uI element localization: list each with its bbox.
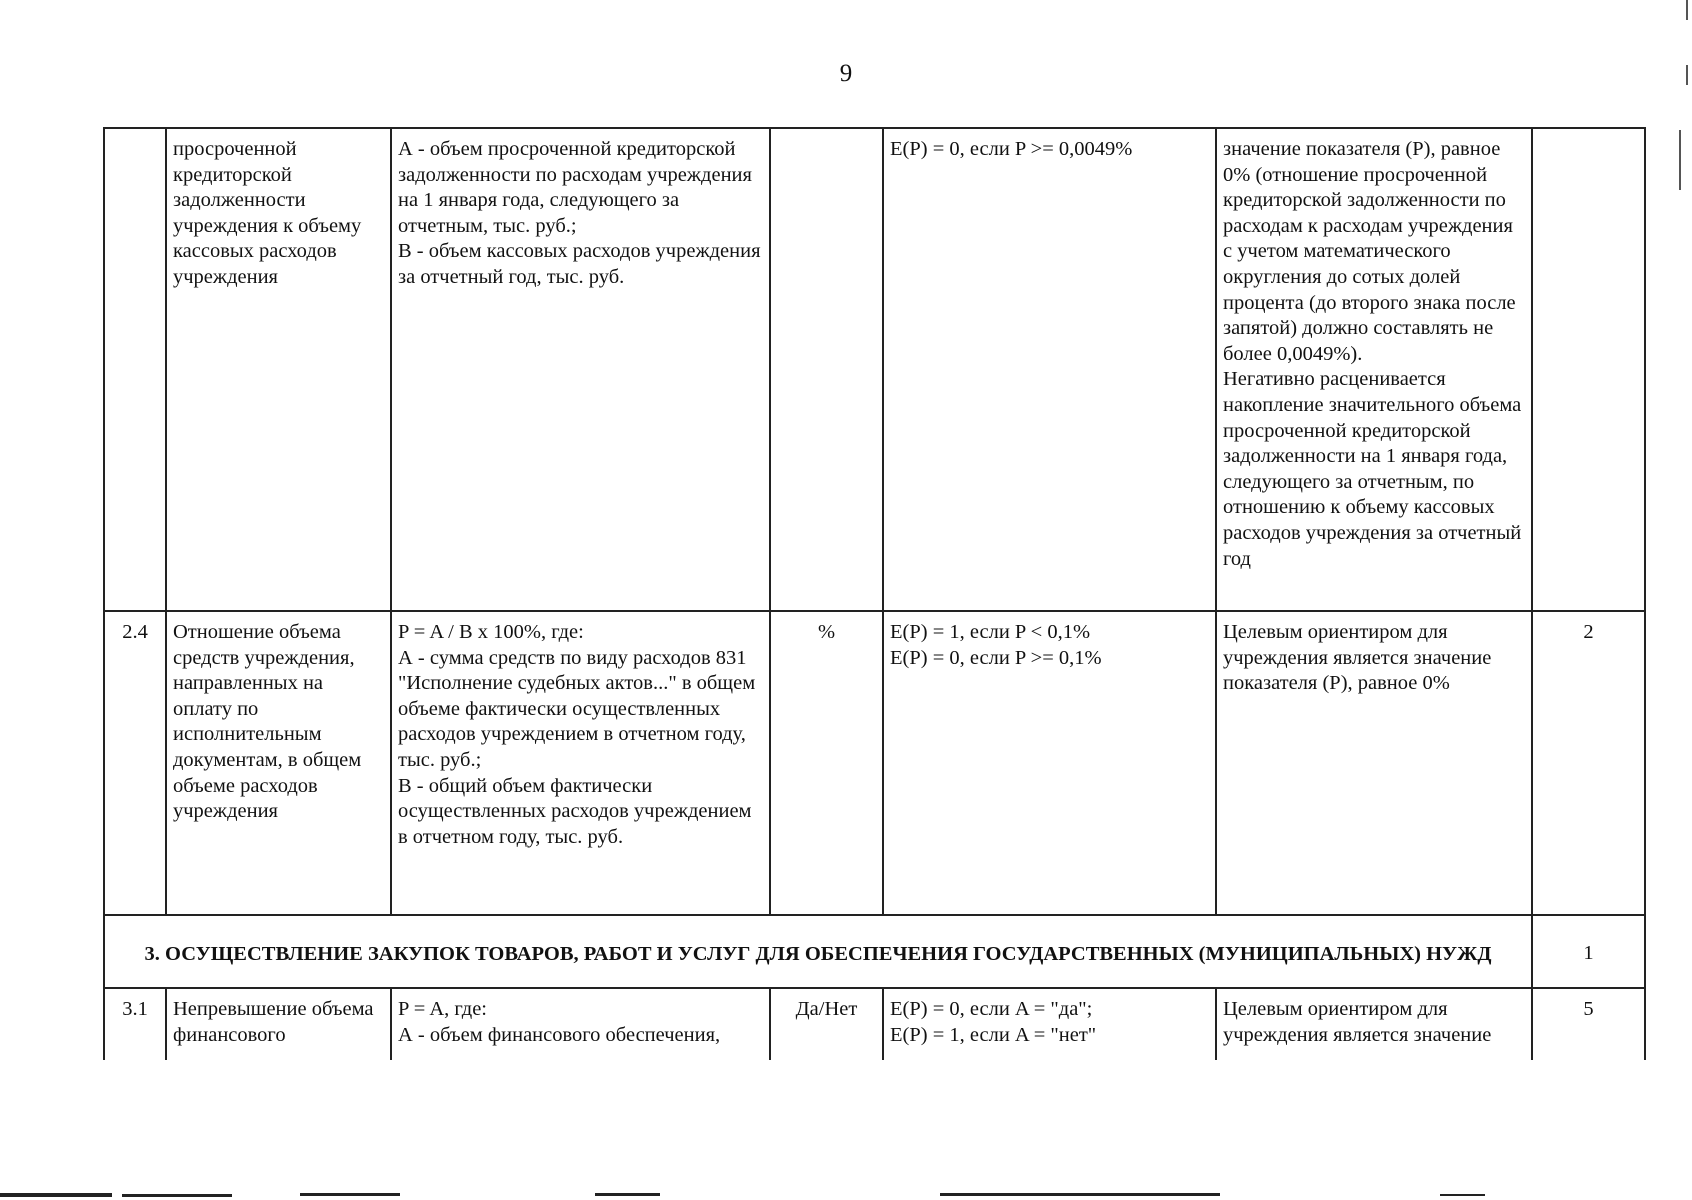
indicator-comment: Целевым ориентиром для учреждения является значение [1216, 988, 1532, 1060]
scan-artifact-line [0, 1193, 112, 1197]
indicator-score: E(P) = 1, если P < 0,1% E(P) = 0, если P >= 0,1% [883, 611, 1216, 915]
table-row [104, 988, 1645, 1060]
section-title: 3. ОСУЩЕСТВЛЕНИЕ ЗАКУПОК ТОВАРОВ, РАБОТ И УСЛУГ ДЛЯ ОБЕСПЕЧЕНИЯ ГОСУДАРСТВЕННЫХ (МУНИЦИПАЛЬНЫХ) НУЖД [104, 915, 1532, 988]
indicator-unit [770, 128, 883, 611]
indicators-table [103, 127, 1646, 1060]
indicator-name: Отношение объема средств учреждения, направленных на оплату по исполнительным документам, в общем объеме расходов учреждения [166, 611, 391, 915]
indicator-formula: P = A / B x 100%, где: А - сумма средств по виду расходов 831 "Исполнение судебных актов..." в общем объеме фактически осуществленных расходов учреждением в отчетном году, тыс. руб.; В - общий объем фактически осуществленных расходов учреждением в отчетном году, тыс. руб. [391, 611, 770, 915]
row-number: 2.4 [104, 611, 166, 915]
indicator-weight: 2 [1532, 611, 1645, 915]
section-weight: 1 [1532, 915, 1645, 988]
scan-artifact-edge [1679, 130, 1681, 190]
scan-artifact-edge [1686, 0, 1688, 20]
scan-artifact-line [1440, 1194, 1485, 1196]
indicator-weight [1532, 128, 1645, 611]
scan-artifact-edge [1686, 65, 1688, 85]
indicator-unit: % [770, 611, 883, 915]
indicator-name: просроченной кредиторской задолженности учреждения к объему кассовых расходов учреждения [166, 128, 391, 611]
row-number: 3.1 [104, 988, 166, 1060]
indicator-comment: значение показателя (Р), равное 0% (отношение просроченной кредиторской задолженности по расходам к расходам учреждения с учетом математического округления до сотых долей процента (до второго знака после запятой) должно составлять не более 0,0049%). Негативно расценивается накопление значительного объема просроченной кредиторской задолженности на 1 января года, следующего за отчетным, по отношению к объему кассовых расходов учреждения за отчетный год [1216, 128, 1532, 611]
scan-artifact-line [300, 1193, 400, 1196]
indicator-score: E(P) = 0, если P >= 0,0049% [883, 128, 1216, 611]
indicator-comment: Целевым ориентиром для учреждения является значение показателя (Р), равное 0% [1216, 611, 1532, 915]
indicator-weight: 5 [1532, 988, 1645, 1060]
scan-artifact-line [940, 1193, 1220, 1196]
indicator-formula: А - объем просроченной кредиторской задолженности по расходам учреждения на 1 января года, следующего за отчетным, тыс. руб.; В - объем кассовых расходов учреждения за отчетный год, тыс. руб. [391, 128, 770, 611]
scan-artifact-line [595, 1193, 660, 1196]
indicator-formula: P = A, где: А - объем финансового обеспечения, [391, 988, 770, 1060]
table-row [104, 128, 1645, 611]
table-row [104, 611, 1645, 915]
page-number: 9 [839, 60, 853, 87]
row-number [104, 128, 166, 611]
indicator-score: E(P) = 0, если A = "да"; E(P) = 1, если A = "нет" [883, 988, 1216, 1060]
indicator-name: Непревышение объема финансового [166, 988, 391, 1060]
section-header-row [104, 915, 1645, 988]
indicator-unit: Да/Нет [770, 988, 883, 1060]
scan-artifact-line [122, 1194, 232, 1197]
